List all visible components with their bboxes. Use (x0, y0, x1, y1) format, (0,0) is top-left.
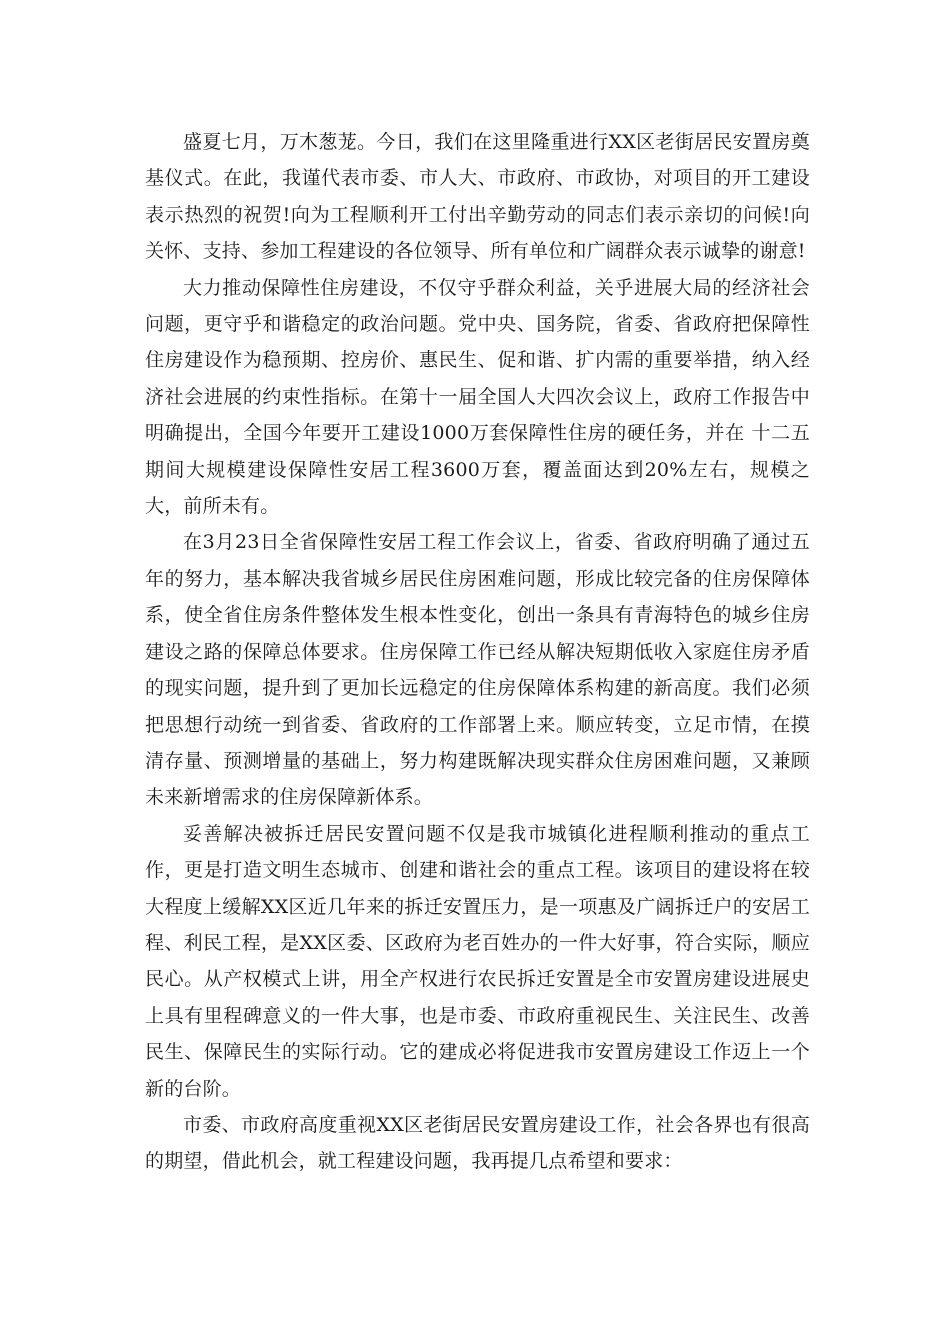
paragraph-provincial-meeting: 在3月23日全省保障性安居工程工作会议上，省委、省政府明确了通过五年的努力，基本解决我省城乡居民住房困难问题，形成比较完备的住房保障体系，使全省住房条件整体发生根本性变化，创出一条具有青海特色的城乡住房建设之路的保障总体要求。住房保障工作已经从解决短期低收入家庭住房矛盾的现实问题，提升到了更加长远稳定的住房保障体系构建的新高度。我们必须把思想行动统一到省委、省政府的工作部署上来。顺应转变，立足市情，在摸清存量、预测增量的基础上，努力构建既解决现实群众住房困难问题，又兼顾未来新增需求的住房保障新体系。 (145, 531, 810, 809)
paragraph-opening: 盛夏七月，万木葱茏。今日，我们在这里隆重进行XX区老街居民安置房奠基仪式。在此，我谨代表市委、市人大、市政府、市政协，对项目的开工建设表示热烈的祝贺!向为工程顺利开工付出辛勤劳动的同志们表示亲切的问候!向关怀、支持、参加工程建设的各位领导、所有单位和广阔群众表示诚挚的谢意! (145, 131, 810, 263)
paragraph-housing-policy: 大力推动保障性住房建设，不仅守乎群众利益，关乎进展大局的经济社会问题，更守乎和谐稳定的政治问题。党中央、国务院，省委、省政府把保障性住房建设作为稳预期、控房价、惠民生、促和谐、扩内需的重要举措，纳入经济社会进展的约束性指标。在第十一届全国人大四次会议上，政府工作报告中明确提出，全国今年要开工建设1000万套保障性住房的硬任务，并在 十二五 期间大规模建设保障性安居工程3600万套，覆盖面达到20%左右，规模之大，前所未有。 (145, 276, 810, 518)
paragraph-relocation: 妥善解决被拆迁居民安置问题不仅是我市城镇化进程顺利推动的重点工作，更是打造文明生态城市、创建和谐社会的重点工程。该项目的建设将在较大程度上缓解XX区近几年来的拆迁安置压力，是一项惠及广阔拆迁户的安居工程、利民工程，是XX区委、区政府为老百姓办的一件大好事，符合实际，顺应民心。从产权模式上讲，用全产权进行农民拆迁安置是全市安置房建设进展史上具有里程碑意义的一件大事，也是市委、市政府重视民生、关注民生、改善民生、保障民生的实际行动。它的建成必将促进我市安置房建设工作迈上一个新的台阶。 (145, 822, 810, 1100)
paragraph-requirements: 市委、市政府高度重视XX区老街居民安置房建设工作，社会各界也有很高的期望，借此机会，就工程建设问题，我再提几点希望和要求： (145, 1113, 810, 1173)
document-body (145, 124, 810, 1180)
